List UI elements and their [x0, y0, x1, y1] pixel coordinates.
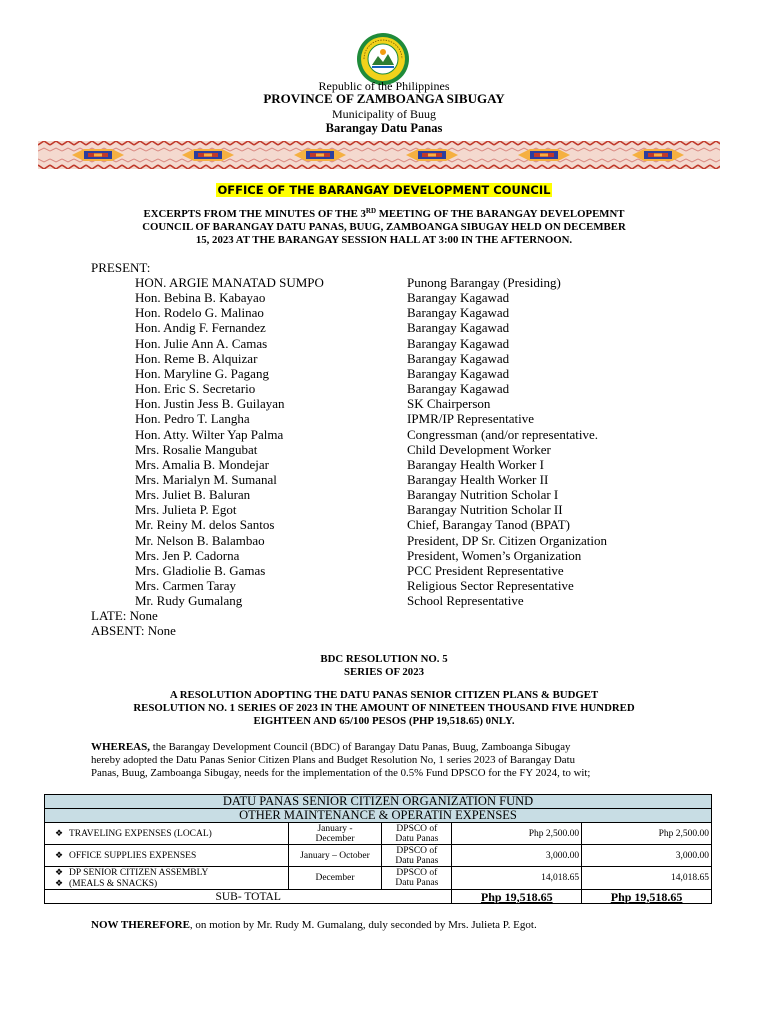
attendee-name: Hon. Atty. Wilter Yap Palma [135, 426, 284, 442]
line: December [315, 873, 355, 883]
bullet-icon: ❖ [54, 850, 64, 860]
excerpt-line-2: COUNCIL OF BARANGAY DATU PANAS, BUUG, ZAMBOANGA SIBUGAY HELD ON DECEMBER [142, 221, 626, 233]
fund-table-row [45, 867, 712, 890]
line: DPSCO of [396, 845, 438, 856]
office-title-text: OFFICE OF THE BARANGAY DEVELOPMENT COUNCIL [217, 183, 551, 197]
attendee-name: HON. ARGIE MANATAD SUMPO [135, 275, 324, 290]
fund-table-row [45, 845, 712, 867]
attendee-position: PCC President Representative [407, 562, 564, 578]
excerpt-line-1-pre: EXCERPTS FROM THE MINUTES OF THE 3 [143, 208, 366, 220]
attendee-position: Barangay Kagawad [407, 350, 510, 366]
attendee-position: President, DP Sr. Citizen Organization [407, 532, 608, 548]
attendee-name: Hon. Julie Ann A. Camas [135, 335, 268, 351]
attendee-position: Barangay Health Worker I [407, 456, 544, 472]
fund-source [382, 845, 452, 867]
attendee-row [0, 563, 768, 578]
whereas-line-1 [91, 741, 570, 754]
subtotal-label: SUB- TOTAL [45, 890, 452, 904]
whereas-line-1-text: the Barangay Development Council (BDC) of Barangay Datu Panas, Buug, Zamboanga Sibugay [150, 741, 571, 753]
fund-source [382, 823, 452, 845]
attendee-position: School Representative [407, 593, 524, 609]
expense-description [45, 823, 289, 845]
municipality-line: Municipality of Buug [332, 107, 436, 121]
excerpt-line-1-sup: RD [365, 207, 377, 215]
fund-table-body [45, 823, 712, 890]
barangay-line: Barangay Datu Panas [325, 121, 443, 135]
attendee-position: Barangay Health Worker II [407, 471, 549, 487]
attendee-row [0, 457, 768, 472]
expense-amount: 14,018.65 [452, 867, 582, 890]
resolution-title-line-3: EIGHTEEN AND 65/100 PESOS (PHP 19,518.65) 0NLY. [253, 715, 515, 727]
fund-table-title: DATU PANAS SENIOR CITIZEN ORGANIZATION FUND [45, 795, 712, 809]
subtotal-amount: Php 19,518.65 [452, 890, 582, 904]
attendee-name: Hon. Justin Jess B. Guilayan [135, 396, 285, 412]
fund-table-title-row [45, 795, 712, 809]
attendee-position: Religious Sector Representative [407, 578, 574, 593]
expense-total: 3,000.00 [582, 845, 712, 867]
attendee-name: Hon. Andig F. Fernandez [135, 320, 266, 336]
attendee-row [0, 578, 768, 593]
expense-description-text: OFFICE SUPPLIES EXPENSES [69, 851, 197, 861]
attendee-position: Barangay Kagawad [407, 320, 510, 336]
line: December [315, 833, 355, 844]
expense-period [288, 823, 382, 845]
line: January – October [300, 850, 370, 861]
subtotal-total: Php 19,518.65 [582, 890, 712, 904]
attendee-position: Barangay Kagawad [407, 335, 510, 351]
line: Datu Panas [395, 855, 439, 866]
excerpt-line-3: 15, 2023 AT THE BARANGAY SESSION HALL AT 3:00 IN THE AFTERNOON. [195, 234, 573, 246]
expense-period [288, 845, 382, 867]
attendee-row [0, 305, 768, 320]
attendee-position: Punong Barangay (Presiding) [407, 275, 561, 290]
line: January - [317, 823, 353, 834]
resolution-number: BDC RESOLUTION NO. 5 [320, 653, 448, 665]
attendee-position: Barangay Kagawad [407, 365, 510, 381]
expense-description [45, 845, 289, 867]
attendee-row [0, 442, 768, 457]
attendee-row [0, 366, 768, 381]
attendee-name: Mrs. Marialyn M. Sumanal [135, 471, 277, 487]
attendee-row [0, 320, 768, 335]
attendee-name: Mrs. Amalia B. Mondejar [135, 456, 269, 472]
attendee-name: Mr. Rudy Gumalang [135, 593, 243, 609]
expense-amount: 3,000.00 [452, 845, 582, 867]
expense-description-text: DP SENIOR CITIZEN ASSEMBLY [69, 868, 209, 878]
attendee-position: Barangay Kagawad [407, 290, 510, 306]
now-therefore-label: NOW THEREFORE [91, 919, 190, 931]
attendee-row [0, 411, 768, 426]
attendee-name: Mr. Reiny M. delos Santos [135, 517, 275, 533]
whereas-line-2: hereby adopted the Datu Panas Senior Citizen Plans and Budget Resolution No, 1 series 2023 of Barangay Datu [91, 754, 575, 766]
attendee-name: Mrs. Juliet B. Baluran [135, 487, 251, 503]
bullet-icon: ❖ [54, 828, 64, 838]
expense-amount: Php 2,500.00 [452, 823, 582, 845]
attendee-name: Mr. Nelson B. Balambao [135, 532, 265, 548]
line: Datu Panas [395, 833, 439, 844]
attendee-position: Child Development Worker [407, 441, 551, 457]
line: DPSCO of [396, 868, 438, 878]
attendee-name: Mrs. Carmen Taray [135, 578, 237, 593]
attendee-row [0, 472, 768, 487]
late-line: LATE: None [91, 608, 158, 623]
attendee-name: Mrs. Jen P. Cadorna [135, 547, 240, 563]
attendee-row [0, 290, 768, 305]
attendee-row [0, 381, 768, 396]
fund-table-subtitle: OTHER MAINTENANCE & OPERATIN EXPENSES [45, 809, 712, 823]
now-therefore-line [91, 919, 537, 932]
excerpt-line-1-post: MEETING OF THE BARANGAY DEVELOPEMNT [376, 208, 625, 220]
now-therefore-text: , on motion by Mr. Rudy M. Gumalang, duly seconded by Mrs. Julieta P. Egot. [189, 919, 537, 931]
country-line: Republic of the Philippines [318, 79, 450, 93]
attendee-row [0, 533, 768, 548]
attendee-name: Hon. Rodelo G. Malinao [135, 305, 264, 321]
fund-table [44, 794, 712, 904]
attendee-position: IPMR/IP Representative [407, 411, 534, 427]
attendee-name: Hon. Reme B. Alquizar [135, 350, 258, 366]
bullet-icon: ❖ [54, 878, 64, 888]
attendee-position: Barangay Kagawad [407, 305, 510, 321]
attendee-row [0, 593, 768, 608]
attendee-row [0, 396, 768, 411]
decorative-banner [38, 141, 720, 169]
present-label: PRESENT: [91, 260, 151, 275]
attendee-row [0, 548, 768, 563]
expense-total: 14,018.65 [582, 867, 712, 890]
fund-table-row [45, 823, 712, 845]
fund-source [382, 867, 452, 890]
attendee-name: Hon. Maryline G. Pagang [135, 365, 269, 381]
expense-description-text: (MEALS & SNACKS) [69, 879, 158, 889]
attendee-row [0, 517, 768, 532]
office-title [0, 183, 768, 197]
whereas-line-3: Panas, Buug, Zamboanga Sibugay, needs for the implementation of the 0.5% Fund DPSCO for the FY 2024, to wit; [91, 767, 591, 779]
line: Datu Panas [395, 878, 439, 888]
attendee-name: Hon. Pedro T. Langha [135, 411, 250, 427]
barangay-seal-logo [356, 32, 410, 86]
absent-line: ABSENT: None [91, 623, 176, 638]
attendee-name: Hon. Bebina B. Kabayao [135, 290, 266, 306]
attendee-position: President, Women’s Organization [407, 547, 582, 563]
fund-table-subtotal-row [45, 890, 712, 904]
line: DPSCO of [396, 823, 438, 834]
attendee-position: Barangay Nutrition Scholar II [407, 502, 563, 518]
attendee-position: Barangay Nutrition Scholar I [407, 487, 559, 503]
bullet-icon: ❖ [54, 867, 64, 877]
attendee-row [0, 487, 768, 502]
expense-description-text: TRAVELING EXPENSES (LOCAL) [69, 829, 212, 839]
whereas-label: WHEREAS, [91, 741, 150, 753]
expense-description [45, 867, 289, 890]
expense-total: Php 2,500.00 [582, 823, 712, 845]
attendee-name: Mrs. Rosalie Mangubat [135, 441, 258, 457]
attendee-position: Barangay Kagawad [407, 381, 510, 397]
excerpt-line-1 [80, 208, 688, 221]
attendee-row [0, 502, 768, 517]
attendee-row [0, 351, 768, 366]
attendee-row [0, 427, 768, 442]
attendee-position: Congressman (and/or representative. [407, 426, 598, 442]
attendee-name: Mrs. Gladiolie B. Gamas [135, 562, 266, 578]
resolution-title-line-1: A RESOLUTION ADOPTING THE DATU PANAS SENIOR CITIZEN PLANS & BUDGET [169, 689, 599, 701]
attendee-position: SK Chairperson [407, 396, 491, 412]
province-line: PROVINCE OF ZAMBOANGA SIBUGAY [263, 91, 505, 106]
attendee-position: Chief, Barangay Tanod (BPAT) [407, 517, 571, 533]
attendee-row [0, 275, 768, 290]
fund-table-subtitle-row [45, 809, 712, 823]
attendee-name: Hon. Eric S. Secretario [135, 381, 256, 397]
attendee-row [0, 336, 768, 351]
resolution-series: SERIES OF 2023 [344, 666, 424, 678]
resolution-title-line-2: RESOLUTION NO. 1 SERIES OF 2023 IN THE AMOUNT OF NINETEEN THOUSAND FIVE HUNDRED [133, 702, 635, 714]
expense-period [288, 867, 382, 890]
attendee-name: Mrs. Julieta P. Egot [135, 502, 237, 518]
